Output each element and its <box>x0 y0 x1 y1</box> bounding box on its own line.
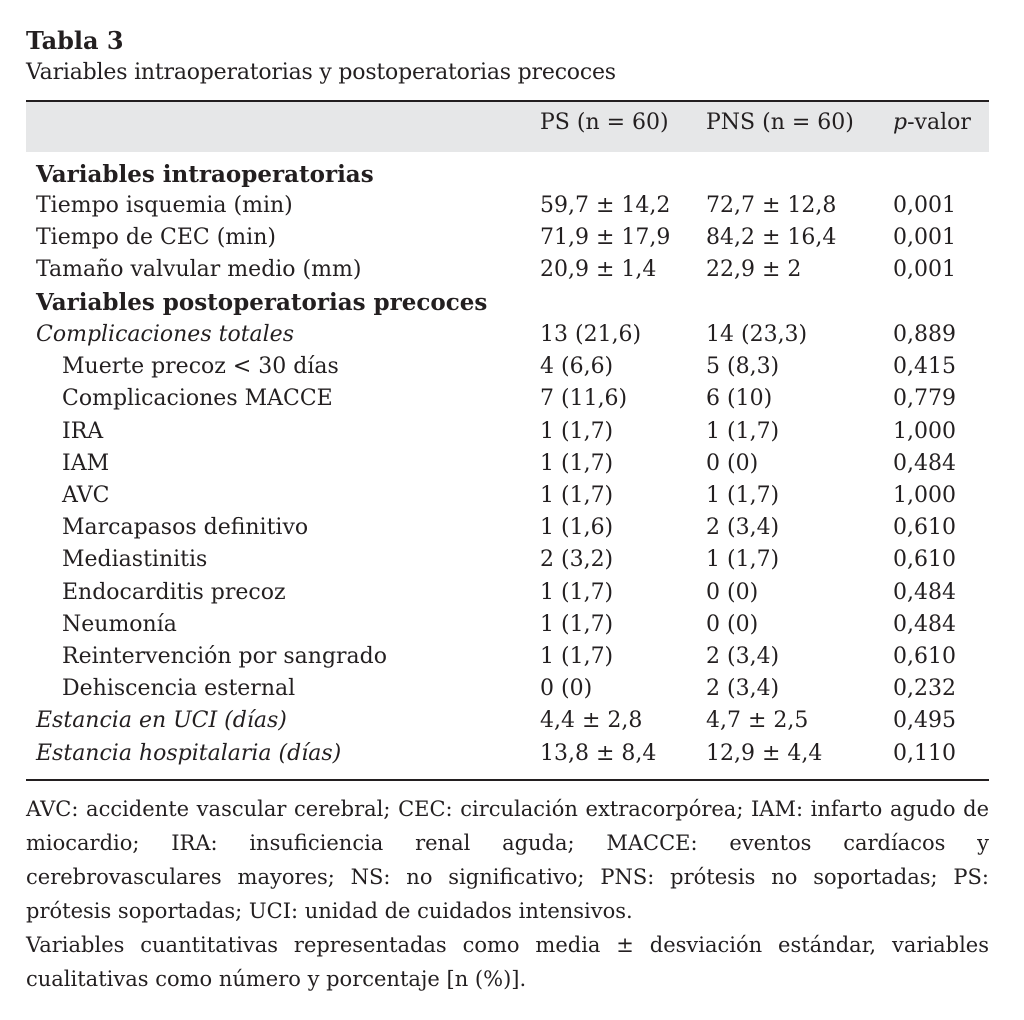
row-label: Mediastinitis <box>62 547 208 572</box>
header-pvalue-p: p <box>893 110 908 135</box>
table-row <box>26 221 989 253</box>
ps-value: 4 (6,6) <box>540 354 614 379</box>
pns-value: 84,2 ± 16,4 <box>706 225 837 250</box>
table-row <box>26 543 989 575</box>
p-value: 0,232 <box>893 676 956 701</box>
ps-value: 59,7 ± 14,2 <box>540 193 671 218</box>
table-row <box>26 672 989 704</box>
table-row <box>26 318 989 350</box>
pns-value: 1 (1,7) <box>706 547 780 572</box>
pns-value: 12,9 ± 4,4 <box>706 741 823 766</box>
table-row <box>26 157 989 189</box>
ps-value: 7 (11,6) <box>540 386 628 411</box>
ps-value: 1 (1,7) <box>540 612 614 637</box>
row-label: Marcapasos definitivo <box>62 515 309 540</box>
p-value: 0,610 <box>893 547 956 572</box>
p-value: 0,415 <box>893 354 956 379</box>
ps-value: 1 (1,6) <box>540 515 614 540</box>
pns-value: 5 (8,3) <box>706 354 780 379</box>
table-row <box>26 350 989 382</box>
ps-value: 1 (1,7) <box>540 451 614 476</box>
ps-value: 0 (0) <box>540 676 593 701</box>
p-value: 0,110 <box>893 741 956 766</box>
variables-note: Variables cuantitativas representadas como media ± desviación estándar, variables cualitativas como número y porcentaje [n (%)]. <box>26 933 989 991</box>
row-label: Tiempo isquemia (min) <box>36 193 293 218</box>
row-label: Variables intraoperatorias <box>36 161 374 188</box>
table-header <box>26 102 989 152</box>
table-footnotes <box>26 792 989 996</box>
ps-value: 2 (3,2) <box>540 547 614 572</box>
p-value: 1,000 <box>893 483 956 508</box>
pns-value: 0 (0) <box>706 612 759 637</box>
data-table <box>26 100 989 781</box>
table-number: Tabla 3 <box>26 26 124 55</box>
p-value: 0,610 <box>893 644 956 669</box>
p-value: 0,484 <box>893 612 956 637</box>
row-label: Complicaciones totales <box>36 322 294 347</box>
p-value: 0,484 <box>893 451 956 476</box>
pns-value: 0 (0) <box>706 580 759 605</box>
p-value: 1,000 <box>893 419 956 444</box>
table-row <box>26 511 989 543</box>
p-value: 0,001 <box>893 225 956 250</box>
pns-value: 2 (3,4) <box>706 676 780 701</box>
pns-value: 1 (1,7) <box>706 483 780 508</box>
ps-value: 1 (1,7) <box>540 483 614 508</box>
p-value: 0,779 <box>893 386 956 411</box>
row-label: Estancia en UCI (días) <box>36 708 287 733</box>
row-label: Neumonía <box>62 612 177 637</box>
p-value: 0,610 <box>893 515 956 540</box>
pns-value: 2 (3,4) <box>706 515 780 540</box>
row-label: IRA <box>62 419 104 444</box>
p-value: 0,889 <box>893 322 956 347</box>
pns-value: 2 (3,4) <box>706 644 780 669</box>
pns-value: 4,7 ± 2,5 <box>706 708 809 733</box>
header-ps: PS (n = 60) <box>540 110 669 135</box>
ps-value: 1 (1,7) <box>540 580 614 605</box>
row-label: Estancia hospitalaria (días) <box>36 741 342 766</box>
row-label: Endocarditis precoz <box>62 580 286 605</box>
ps-value: 13 (21,6) <box>540 322 642 347</box>
ps-value: 1 (1,7) <box>540 644 614 669</box>
table-row <box>26 737 989 769</box>
header-pvalue <box>893 110 971 135</box>
pns-value: 22,9 ± 2 <box>706 257 802 282</box>
row-label: Dehiscencia esternal <box>62 676 296 701</box>
table-row <box>26 640 989 672</box>
pns-value: 1 (1,7) <box>706 419 780 444</box>
row-label: Complicaciones MACCE <box>62 386 333 411</box>
pns-value: 14 (23,3) <box>706 322 808 347</box>
table-row <box>26 608 989 640</box>
pns-value: 6 (10) <box>706 386 773 411</box>
table-row <box>26 704 989 736</box>
row-label: Tiempo de CEC (min) <box>36 225 276 250</box>
row-label: AVC <box>62 483 110 508</box>
p-value: 0,484 <box>893 580 956 605</box>
table-row <box>26 285 989 317</box>
pns-value: 72,7 ± 12,8 <box>706 193 837 218</box>
table-row <box>26 415 989 447</box>
header-pvalue-suffix: -valor <box>907 110 971 135</box>
row-label: Tamaño valvular medio (mm) <box>36 257 362 282</box>
table-row <box>26 253 989 285</box>
p-value: 0,001 <box>893 257 956 282</box>
table-row <box>26 479 989 511</box>
p-value: 0,001 <box>893 193 956 218</box>
table-row <box>26 447 989 479</box>
table-row <box>26 576 989 608</box>
ps-value: 4,4 ± 2,8 <box>540 708 643 733</box>
abbreviations-note: AVC: accidente vascular cerebral; CEC: circulación extracorpórea; IAM: infarto agudo de miocardio; IRA: insuficiencia renal aguda; MACCE: eventos cardíacos y cerebrovasculares mayores; NS: no significativo; PNS: prótesis no soportadas; PS: prótesis soportadas; UCI: unidad de cuidados intensivos. <box>26 797 989 923</box>
ps-value: 13,8 ± 8,4 <box>540 741 657 766</box>
ps-value: 20,9 ± 1,4 <box>540 257 657 282</box>
pns-value: 0 (0) <box>706 451 759 476</box>
header-pns: PNS (n = 60) <box>706 110 854 135</box>
table-row <box>26 189 989 221</box>
table-caption: Variables intraoperatorias y postoperatorias precoces <box>26 60 616 85</box>
table-row <box>26 382 989 414</box>
ps-value: 1 (1,7) <box>540 419 614 444</box>
row-label: Reintervención por sangrado <box>62 644 388 669</box>
ps-value: 71,9 ± 17,9 <box>540 225 671 250</box>
row-label: IAM <box>62 451 110 476</box>
row-label: Muerte precoz < 30 días <box>62 354 339 379</box>
row-label: Variables postoperatorias precoces <box>36 289 488 316</box>
p-value: 0,495 <box>893 708 956 733</box>
